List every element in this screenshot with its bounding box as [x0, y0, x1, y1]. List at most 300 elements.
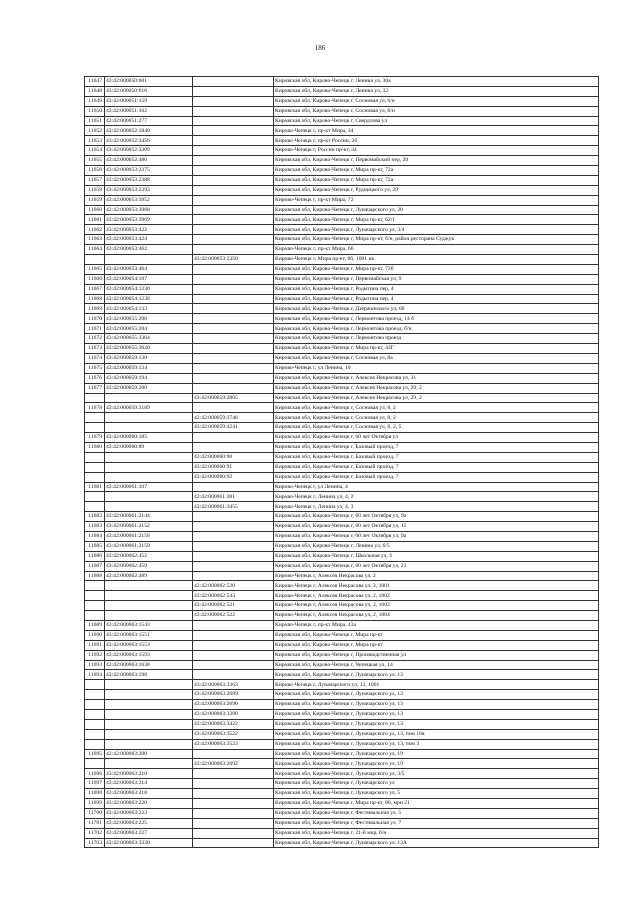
table-row: [85, 304, 599, 314]
object-cadastral-number-cell: [193, 660, 274, 670]
parcel-cadastral-number-cell: 43:42:000051:159: [105, 96, 193, 106]
parcel-cadastral-number-cell: 43:42:000060:185: [105, 433, 193, 443]
object-cadastral-number-cell: 43:42:000062:520: [193, 581, 274, 591]
row-number-cell: [85, 413, 105, 423]
row-number-cell: 11701: [85, 818, 105, 828]
parcel-cadastral-number-cell: [105, 729, 193, 739]
parcel-cadastral-number-cell: [105, 739, 193, 749]
object-cadastral-number-cell: [193, 779, 274, 789]
object-cadastral-number-cell: [193, 522, 274, 532]
table-row: [85, 136, 599, 146]
parcel-cadastral-number-cell: 43:42:000053:422: [105, 225, 193, 235]
table-row: [85, 512, 599, 522]
object-cadastral-number-cell: [193, 353, 274, 363]
address-cell: Кирово-Чепецк г, ул Ленина, 10: [274, 363, 599, 373]
table-row: [85, 769, 599, 779]
table-row: [85, 116, 599, 126]
row-number-cell: 11648: [85, 86, 105, 96]
row-number-cell: 11674: [85, 353, 105, 363]
address-cell: Кировская обл, Кирово-Чепецк г, Луначарского ул, 13: [274, 700, 599, 710]
object-cadastral-number-cell: [193, 650, 274, 660]
parcel-cadastral-number-cell: [105, 719, 193, 729]
parcel-cadastral-number-cell: 43:42:000059:130: [105, 353, 193, 363]
parcel-cadastral-number-cell: 43:42:000063:200: [105, 749, 193, 759]
table-row: [85, 363, 599, 373]
parcel-cadastral-number-cell: [105, 255, 193, 265]
table-row: [85, 146, 599, 156]
parcel-cadastral-number-cell: 43:42:000059:3189: [105, 403, 193, 413]
address-cell: Кировская обл, Кирово-Чепецк г, Первомайская ул, 9: [274, 274, 599, 284]
row-number-cell: 11680: [85, 442, 105, 452]
row-number-cell: 11677: [85, 383, 105, 393]
address-cell: Кирово-Чепецк г, Алексея Некрасова ул, 2, 1003: [274, 601, 599, 611]
parcel-cadastral-number-cell: 43:42:000053:3969: [105, 215, 193, 225]
row-number-cell: [85, 611, 105, 621]
address-cell: Кирово-Чепецк г, пр-кт Мира, 66: [274, 245, 599, 255]
object-cadastral-number-cell: 43:42:000059:3746: [193, 413, 274, 423]
object-cadastral-number-cell: 43:42:000060:90: [193, 452, 274, 462]
table-row: [85, 86, 599, 96]
row-number-cell: 11699: [85, 799, 105, 809]
address-cell: Кировская обл, Кирово-Чепецк г, Чепецкая ул, 14: [274, 660, 599, 670]
object-cadastral-number-cell: [193, 116, 274, 126]
row-number-cell: [85, 591, 105, 601]
table-row: [85, 235, 599, 245]
table-row: [85, 799, 599, 809]
table-row: [85, 314, 599, 324]
table-row: [85, 452, 599, 462]
parcel-cadastral-number-cell: 43:42:000061:2144: [105, 512, 193, 522]
parcel-cadastral-number-cell: 43:42:000060:89: [105, 442, 193, 452]
table-row: [85, 294, 599, 304]
parcel-cadastral-number-cell: 43:42:000054:107: [105, 274, 193, 284]
object-cadastral-number-cell: 43:42:000061:3455: [193, 502, 274, 512]
address-cell: Кирово-Чепецк г, Алексея Некрасова ул, 2: [274, 571, 599, 581]
object-cadastral-number-cell: [193, 334, 274, 344]
table-row: [85, 591, 599, 601]
object-cadastral-number-cell: [193, 442, 274, 452]
row-number-cell: [85, 502, 105, 512]
row-number-cell: 11684: [85, 531, 105, 541]
address-cell: Кировская обл, Кирово-Чепецк г, Сосновая ул, 8, 2, 5: [274, 423, 599, 433]
object-cadastral-number-cell: [193, 175, 274, 185]
parcel-cadastral-number-cell: [105, 492, 193, 502]
address-cell: Кирово-Чепецк г, Мира пр-кт, 66, 1001 кв: [274, 255, 599, 265]
table-row: [85, 185, 599, 195]
address-cell: Кировская обл, Кирово-Чепецк г, Ленина ул, 32: [274, 86, 599, 96]
table-row: [85, 423, 599, 433]
table-row: [85, 789, 599, 799]
table-row: [85, 324, 599, 334]
address-cell: Кирово-Чепецк г, Ленина ул, 4, 2: [274, 492, 599, 502]
object-cadastral-number-cell: [193, 146, 274, 156]
table-row: [85, 166, 599, 176]
table-row: [85, 838, 599, 848]
address-cell: Кировская обл, Кирово-Чепецк г, Базовый проезд, 7: [274, 472, 599, 482]
table-row: [85, 245, 599, 255]
table-row: [85, 77, 599, 87]
table-row: [85, 393, 599, 403]
row-number-cell: 11652: [85, 126, 105, 136]
object-cadastral-number-cell: [193, 482, 274, 492]
row-number-cell: 11647: [85, 77, 105, 87]
row-number-cell: 11700: [85, 808, 105, 818]
row-number-cell: 11682: [85, 512, 105, 522]
table-row: [85, 334, 599, 344]
address-cell: Кировская обл, Кирово-Чепецк г, Родыгина пер, 4: [274, 294, 599, 304]
row-number-cell: [85, 729, 105, 739]
row-number-cell: 11686: [85, 551, 105, 561]
row-number-cell: [85, 739, 105, 749]
table-row: [85, 541, 599, 551]
address-cell: Кирово-Чепецк г, пр-кт Мира, 72: [274, 195, 599, 205]
parcel-cadastral-number-cell: 43:42:000063:1543: [105, 620, 193, 630]
row-number-cell: [85, 393, 105, 403]
table-row: [85, 482, 599, 492]
parcel-cadastral-number-cell: 43:42:000055:200: [105, 314, 193, 324]
address-cell: Кировская обл, Кирово-Чепецк г, Ленина ул, 6/5: [274, 541, 599, 551]
address-cell: Кировская обл, Кирово-Чепецк г, 60 лет Октября ул, 9а: [274, 531, 599, 541]
register-table: [84, 76, 599, 848]
address-cell: Кировская обл, Кирово-Чепецк г, Луначарского ул, 13: [274, 670, 599, 680]
row-number-cell: 11654: [85, 146, 105, 156]
object-cadastral-number-cell: [193, 205, 274, 215]
row-number-cell: 11678: [85, 403, 105, 413]
table-row: [85, 284, 599, 294]
address-cell: Кирово-Чепецк г, Ленина ул, 4, 3: [274, 502, 599, 512]
parcel-cadastral-number-cell: 43:42:000061:2152: [105, 522, 193, 532]
table-row: [85, 175, 599, 185]
object-cadastral-number-cell: 43:42:000063:2690: [193, 700, 274, 710]
object-cadastral-number-cell: [193, 77, 274, 87]
object-cadastral-number-cell: [193, 225, 274, 235]
address-cell: Кировская обл, Кирово-Чепецк г, Сосновая ул, 6/н: [274, 96, 599, 106]
address-cell: Кировская обл, Кирово-Чепецк г, Базовый проезд, 7: [274, 442, 599, 452]
address-cell: Кировская обл, Кирово-Чепецк г, 60 лет Октября ул: [274, 433, 599, 443]
table-row: [85, 620, 599, 630]
table-row: [85, 749, 599, 759]
parcel-cadastral-number-cell: 43:42:000062:489: [105, 571, 193, 581]
address-cell: Кировская обл, Кирово-Чепецк г, Луначарского ул, 13, пом 16в: [274, 729, 599, 739]
object-cadastral-number-cell: [193, 818, 274, 828]
table-row: [85, 96, 599, 106]
address-cell: Кировская обл, Кирово-Чепецк г, Сосновая ул, 8, 2: [274, 403, 599, 413]
parcel-cadastral-number-cell: [105, 680, 193, 690]
address-cell: Кировская обл, Кирово-Чепецк г, Фестивальная ул, 5: [274, 808, 599, 818]
address-cell: Кировская обл, Кирово-Чепецк г, Мира пр-кт, 72а: [274, 175, 599, 185]
address-cell: Кировская обл, Кирово-Чепецк г, Родыгина пер, 4: [274, 284, 599, 294]
table-row: [85, 690, 599, 700]
object-cadastral-number-cell: [193, 264, 274, 274]
address-cell: Кировская обл, Кирово-Чепецк г, 21-й мкр, б/н: [274, 828, 599, 838]
table-row: [85, 502, 599, 512]
row-number-cell: [85, 472, 105, 482]
table-row: [85, 630, 599, 640]
object-cadastral-number-cell: 43:42:000063:3422: [193, 719, 274, 729]
row-number-cell: 11663: [85, 235, 105, 245]
object-cadastral-number-cell: [193, 571, 274, 581]
object-cadastral-number-cell: [193, 512, 274, 522]
address-cell: Кировская обл, Кирово-Чепецк г, Первомайский пер, 20: [274, 156, 599, 166]
row-number-cell: 11694: [85, 670, 105, 680]
object-cadastral-number-cell: [193, 799, 274, 809]
parcel-cadastral-number-cell: 43:42:000054:1230: [105, 284, 193, 294]
object-cadastral-number-cell: [193, 640, 274, 650]
table-row: [85, 472, 599, 482]
row-number-cell: 11672: [85, 334, 105, 344]
parcel-cadastral-number-cell: 43:42:000053:424: [105, 235, 193, 245]
row-number-cell: 11703: [85, 838, 105, 848]
table-row: [85, 650, 599, 660]
parcel-cadastral-number-cell: [105, 423, 193, 433]
address-cell: Кировская обл, Кирово-Чепецк г, Луначарского ул, 5: [274, 789, 599, 799]
parcel-cadastral-number-cell: [105, 611, 193, 621]
object-cadastral-number-cell: [193, 166, 274, 176]
parcel-cadastral-number-cell: 43:42:000053:2388: [105, 175, 193, 185]
table-row: [85, 551, 599, 561]
table-row: [85, 433, 599, 443]
address-cell: Кировская обл, Кирово-Чепецк г, Луначарского ул, 13: [274, 690, 599, 700]
table-row: [85, 373, 599, 383]
parcel-cadastral-number-cell: 43:42:000051:162: [105, 106, 193, 116]
parcel-cadastral-number-cell: 43:42:000063:218: [105, 789, 193, 799]
row-number-cell: 11653: [85, 136, 105, 146]
parcel-cadastral-number-cell: 43:42:000063:1638: [105, 660, 193, 670]
row-number-cell: [85, 492, 105, 502]
address-cell: Кировская обл, Кирово-Чепецк г, Фестивальная ул, 7: [274, 818, 599, 828]
parcel-cadastral-number-cell: 43:42:000062:459: [105, 561, 193, 571]
address-cell: Кировская обл, Кирово-Чепецк г, Сосновая ул, 8, 2: [274, 413, 599, 423]
object-cadastral-number-cell: [193, 106, 274, 116]
parcel-cadastral-number-cell: 43:42:000052:3309: [105, 146, 193, 156]
row-number-cell: 11661: [85, 215, 105, 225]
address-cell: Кировская обл, Кирово-Чепецк г, Луначарского ул: [274, 779, 599, 789]
object-cadastral-number-cell: 43:42:000062:522: [193, 611, 274, 621]
parcel-cadastral-number-cell: [105, 759, 193, 769]
table-row: [85, 225, 599, 235]
object-cadastral-number-cell: [193, 551, 274, 561]
parcel-cadastral-number-cell: 43:42:000053:2393: [105, 185, 193, 195]
address-cell: Кировская обл, Кирово-Чепецк г, Сосновая ул, 8а: [274, 353, 599, 363]
table-row: [85, 383, 599, 393]
parcel-cadastral-number-cell: 43:42:000053:462: [105, 245, 193, 255]
row-number-cell: 11695: [85, 749, 105, 759]
object-cadastral-number-cell: [193, 314, 274, 324]
address-cell: Кировская обл, Кирово-Чепецк г, Рудницкого ул, 29: [274, 185, 599, 195]
parcel-cadastral-number-cell: 43:42:000059:134: [105, 363, 193, 373]
row-number-cell: 11685: [85, 541, 105, 551]
table-row: [85, 205, 599, 215]
table-row: [85, 710, 599, 720]
row-number-cell: 11650: [85, 106, 105, 116]
address-cell: Кирово-Чепецк г, пр-кт России, 26: [274, 136, 599, 146]
parcel-cadastral-number-cell: 43:42:000063:1593: [105, 650, 193, 660]
object-cadastral-number-cell: 43:42:000060:92: [193, 472, 274, 482]
parcel-cadastral-number-cell: 43:42:000063:223: [105, 808, 193, 818]
table-row: [85, 719, 599, 729]
parcel-cadastral-number-cell: [105, 700, 193, 710]
row-number-cell: [85, 423, 105, 433]
table-row: [85, 660, 599, 670]
row-number-cell: 11698: [85, 789, 105, 799]
parcel-cadastral-number-cell: 43:42:000055:204: [105, 324, 193, 334]
object-cadastral-number-cell: 43:42:000062:521: [193, 601, 274, 611]
row-number-cell: 11693: [85, 660, 105, 670]
row-number-cell: [85, 690, 105, 700]
parcel-cadastral-number-cell: [105, 452, 193, 462]
object-cadastral-number-cell: [193, 808, 274, 818]
parcel-cadastral-number-cell: 43:42:000055:3620: [105, 344, 193, 354]
parcel-cadastral-number-cell: [105, 690, 193, 700]
address-cell: Кирово-Чепецк г, пр-кт Мира, 43а: [274, 620, 599, 630]
parcel-cadastral-number-cell: 43:42:000059:200: [105, 383, 193, 393]
parcel-cadastral-number-cell: 43:42:000050:616: [105, 86, 193, 96]
object-cadastral-number-cell: [193, 126, 274, 136]
table-row: [85, 571, 599, 581]
object-cadastral-number-cell: [193, 670, 274, 680]
row-number-cell: 11664: [85, 245, 105, 255]
object-cadastral-number-cell: [193, 630, 274, 640]
object-cadastral-number-cell: [193, 235, 274, 245]
table-row: [85, 492, 599, 502]
table-row: [85, 522, 599, 532]
object-cadastral-number-cell: [193, 274, 274, 284]
address-cell: Кировская обл, Кирово-Чепецк г, Мира пр-кт, б/н, район ресторана Суджук: [274, 235, 599, 245]
row-number-cell: 11696: [85, 769, 105, 779]
table-row: [85, 779, 599, 789]
table-row: [85, 739, 599, 749]
row-number-cell: [85, 462, 105, 472]
address-cell: Кировская обл, Кирово-Чепецк г, Луначарского ул, 3/5: [274, 769, 599, 779]
row-number-cell: 11690: [85, 630, 105, 640]
address-cell: Кирово-Чепецк г, пр-кт Мира, 34: [274, 126, 599, 136]
table-row: [85, 729, 599, 739]
address-cell: Кировская обл, Кирово-Чепецк г, Луначарского ул, 19: [274, 759, 599, 769]
address-cell: Кирово-Чепецк г, ул Ленина, 4: [274, 482, 599, 492]
table-row: [85, 531, 599, 541]
row-number-cell: 11656: [85, 166, 105, 176]
table-row: [85, 215, 599, 225]
object-cadastral-number-cell: 43:42:000063:2689: [193, 690, 274, 700]
table-row: [85, 344, 599, 354]
object-cadastral-number-cell: 43:42:000059:4241: [193, 423, 274, 433]
row-number-cell: 11688: [85, 571, 105, 581]
address-cell: Кирово-Чепецк г, Луначарского ул, 13, 1001: [274, 680, 599, 690]
object-cadastral-number-cell: 43:42:000053:2350: [193, 255, 274, 265]
object-cadastral-number-cell: [193, 324, 274, 334]
parcel-cadastral-number-cell: [105, 413, 193, 423]
parcel-cadastral-number-cell: 43:42:000055:3364: [105, 334, 193, 344]
object-cadastral-number-cell: 43:42:000062:543: [193, 591, 274, 601]
object-cadastral-number-cell: [193, 403, 274, 413]
table-row: [85, 462, 599, 472]
row-number-cell: 11691: [85, 640, 105, 650]
address-cell: Кировская обл, Кирово-Чепецк г, Алексея Некрасова ул, 29, 2: [274, 383, 599, 393]
row-number-cell: [85, 255, 105, 265]
object-cadastral-number-cell: [193, 828, 274, 838]
table-row: [85, 640, 599, 650]
parcel-cadastral-number-cell: [105, 601, 193, 611]
row-number-cell: 11659: [85, 195, 105, 205]
row-number-cell: 11655: [85, 156, 105, 166]
object-cadastral-number-cell: [193, 749, 274, 759]
row-number-cell: [85, 700, 105, 710]
row-number-cell: [85, 581, 105, 591]
address-cell: Кировская обл, Кирово-Чепецк г, Лермонтова проезд, б/н: [274, 324, 599, 334]
parcel-cadastral-number-cell: 43:42:000052:1840: [105, 126, 193, 136]
table-row: [85, 808, 599, 818]
address-cell: Кирово-Чепецк г, Алексея Некрасова ул, 2, 1002: [274, 591, 599, 601]
row-number-cell: 11673: [85, 344, 105, 354]
address-cell: Кировская обл, Кирово-Чепецк г, Производственная ул: [274, 650, 599, 660]
object-cadastral-number-cell: 43:42:000063:3380: [193, 710, 274, 720]
object-cadastral-number-cell: 43:42:000063:3522: [193, 729, 274, 739]
address-cell: Кирово-Чепецк г, Алексея Некрасова ул, 2, 1001: [274, 581, 599, 591]
parcel-cadastral-number-cell: [105, 581, 193, 591]
parcel-cadastral-number-cell: 43:42:000054:133: [105, 304, 193, 314]
address-cell: Кировская обл, Кирово-Чепецк г, Школьная ул, 3: [274, 551, 599, 561]
object-cadastral-number-cell: [193, 363, 274, 373]
row-number-cell: 11689: [85, 620, 105, 630]
parcel-cadastral-number-cell: 43:42:000052:3456: [105, 136, 193, 146]
row-number-cell: 11670: [85, 314, 105, 324]
object-cadastral-number-cell: [193, 245, 274, 255]
parcel-cadastral-number-cell: 43:42:000061:2158: [105, 531, 193, 541]
address-cell: Кировская обл, Кирово-Чепецк г, Мира пр-кт, 72а: [274, 166, 599, 176]
address-cell: Кировская обл, Кирово-Чепецк г, Алексея Некрасова ул, 31: [274, 373, 599, 383]
object-cadastral-number-cell: [193, 561, 274, 571]
object-cadastral-number-cell: [193, 531, 274, 541]
row-number-cell: 11671: [85, 324, 105, 334]
object-cadastral-number-cell: [193, 789, 274, 799]
row-number-cell: 11697: [85, 779, 105, 789]
row-number-cell: 11658: [85, 185, 105, 195]
object-cadastral-number-cell: [193, 373, 274, 383]
parcel-cadastral-number-cell: 43:42:000053:464: [105, 264, 193, 274]
table-row: [85, 818, 599, 828]
table-row: [85, 581, 599, 591]
object-cadastral-number-cell: [193, 294, 274, 304]
address-cell: Кировская обл, Кирово-Чепецк г, 60 лет Октября ул, 21: [274, 561, 599, 571]
table-row: [85, 611, 599, 621]
row-number-cell: 11660: [85, 205, 105, 215]
row-number-cell: 11687: [85, 561, 105, 571]
address-cell: Кирово-Чепецк г, России пр-кт, 34: [274, 146, 599, 156]
row-number-cell: [85, 601, 105, 611]
row-number-cell: [85, 710, 105, 720]
object-cadastral-number-cell: [193, 541, 274, 551]
table-row: [85, 156, 599, 166]
row-number-cell: 11683: [85, 522, 105, 532]
object-cadastral-number-cell: [193, 433, 274, 443]
parcel-cadastral-number-cell: [105, 472, 193, 482]
table-row: [85, 759, 599, 769]
address-cell: Кирово-Чепецк г, Алексея Некрасова ул, 2, 1004: [274, 611, 599, 621]
address-cell: Кировская обл, Кирово-Чепецк г, Луначарского ул, 13, пом 3: [274, 739, 599, 749]
object-cadastral-number-cell: [193, 136, 274, 146]
address-cell: Кировская обл, Кирово-Чепецк г, 60 лет Октября ул, 15: [274, 522, 599, 532]
table-row: [85, 106, 599, 116]
address-cell: Кировская обл, Кирово-Чепецк г, Мира пр-кт, 62/1: [274, 215, 599, 225]
parcel-cadastral-number-cell: [105, 502, 193, 512]
object-cadastral-number-cell: 43:42:000063:3363: [193, 680, 274, 690]
row-number-cell: 11666: [85, 274, 105, 284]
row-number-cell: 11667: [85, 284, 105, 294]
table-row: [85, 601, 599, 611]
object-cadastral-number-cell: [193, 838, 274, 848]
address-cell: Кировская обл, Кирово-Чепецк г, Мира пр-кт, 80, мрн 21: [274, 799, 599, 809]
table-row: [85, 264, 599, 274]
